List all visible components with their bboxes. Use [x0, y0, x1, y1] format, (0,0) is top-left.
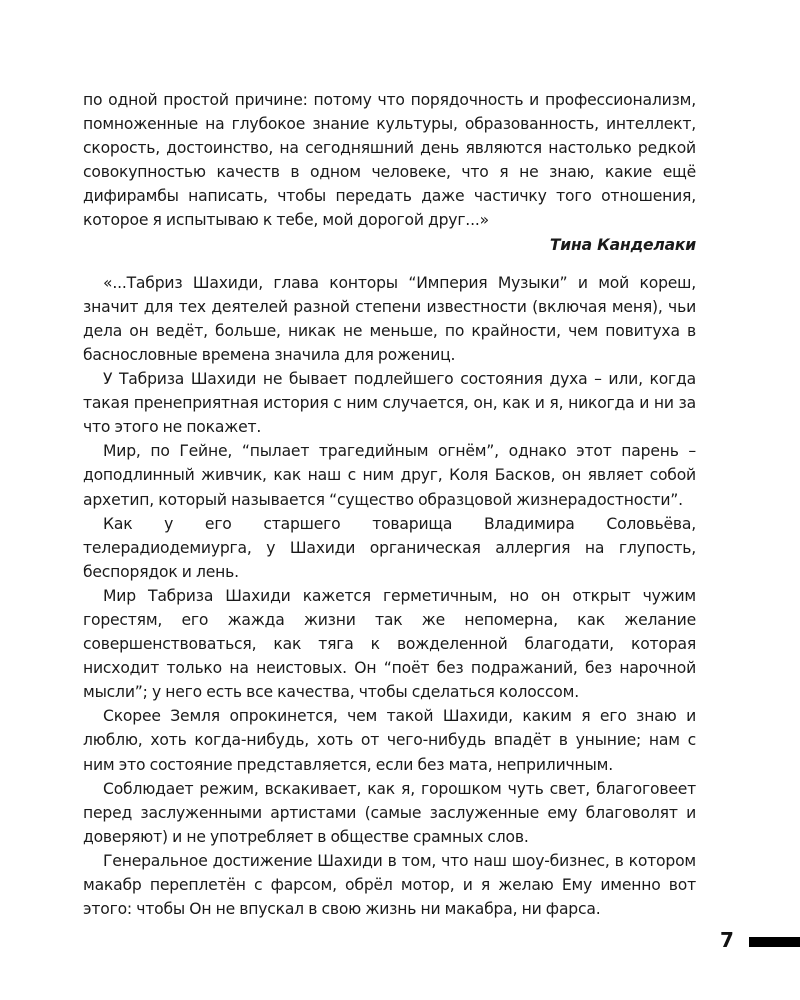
paragraph: Соблюдает режим, вскакивает, как я, горошком чуть свет, благоговеет перед заслуженными артистами (самые заслуженные ему благоволят и доверяют) и не употребляет в обществе срамных слов.	[83, 779, 696, 846]
paragraph: Мир, по Гейне, “пылает трагедийным огнём”, однако этот парень – доподлинный живчик, как наш с ним друг, Коля Басков, он являет собой архетип, который называется “существо образцовой жизнерадостности”.	[83, 442, 696, 509]
intro-paragraph: по одной простой причине: потому что порядочность и профессионализм, помноженные на глубокое знание культуры, образованность, интеллект, скорость, достоинство, на сегодняшний день являются настолько редкой совокупностью качеств в одном человеке, что я не знаю, какие ещё дифирамбы написать, чтобы передать даже частичку того отношения, которое я испытываю к тебе, мой дорогой друг...»	[83, 91, 696, 230]
paragraph: «...Табриз Шахиди, глава конторы “Империя Музыки” и мой кореш, значит для тех деятелей разной степени известности (включая меня), чьи дела он ведёт, больше, никак не меньше, по крайности, чем повитуха в баснословные времена значила для рожениц.	[83, 273, 696, 364]
page-marker-bar	[749, 937, 800, 947]
article-section	[83, 271, 696, 922]
paragraph: Как у его старшего товарища Владимира Соловьёва, телерадиодемиурга, у Шахиди органическая аллергия на глупость, беспорядок и лень.	[83, 514, 696, 581]
section-gap	[83, 257, 696, 271]
quote-section	[83, 88, 696, 233]
page-body	[83, 88, 696, 921]
paragraph: У Табриза Шахиди не бывает подлейшего состояния духа – или, когда такая пренеприятная история с ним случается, он, как и я, никогда и ни за что этого не покажет.	[83, 370, 696, 437]
paragraph: Скорее Земля опрокинется, чем такой Шахиди, каким я его знаю и люблю, хоть когда-нибудь, хоть от чего-нибудь впадёт в уныние; нам с ним это состояние представляется, если без мата, неприличным.	[83, 707, 696, 774]
quote-signature: Тина Канделаки	[549, 235, 696, 254]
paragraph: Мир Табриза Шахиди кажется герметичным, но он открыт чужим горестям, его жажда жизни так же непомерна, как желание совершенствоваться, как тяга к вожделенной благодати, которая нисходит только на неистовых. Он “поёт без подражаний, без нарочной мысли”; у него есть все качества, чтобы сделаться колоссом.	[83, 586, 696, 702]
page-number: 7	[720, 928, 734, 952]
paragraph: Генеральное достижение Шахиди в том, что наш шоу-бизнес, в котором макабр переплетён с фарсом, обрёл мотор, и я желаю Ему именно вот этого: чтобы Он не впускал в свою жизнь ни макабра, ни фарса.	[83, 851, 696, 919]
